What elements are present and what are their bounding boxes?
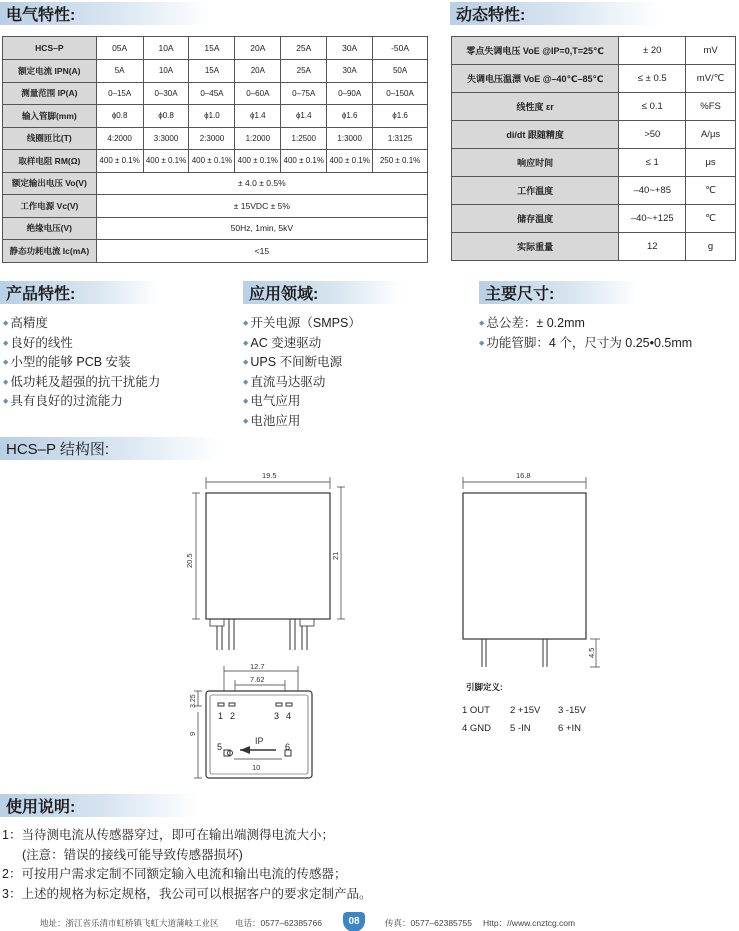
product-feature-item: ◆ 低功耗及超强的抗干扰能力	[3, 373, 160, 393]
dynamic-unit: mV	[686, 37, 736, 65]
dynamic-unit: mV/℃	[686, 65, 736, 93]
electrical-row	[3, 82, 428, 105]
electrical-cell: 250 ± 0.1%	[373, 150, 428, 173]
pin-label-2: 2	[230, 711, 236, 721]
page-number-badge: 08	[343, 912, 365, 931]
usage-line-1: 1：当待测电流从传感器穿过，即可在输出端测得电流大小；	[2, 828, 334, 842]
electrical-row-label: 输入管脚(mm)	[3, 105, 97, 128]
dynamic-row-label: 零点失调电压 VoE @IP=0,T=25℃	[452, 37, 619, 65]
pin-label-1: 1	[218, 711, 224, 721]
product-feature-item: ◆ 具有良好的过流能力	[3, 392, 160, 412]
footer	[40, 914, 720, 931]
electrical-cell: 5A	[96, 60, 143, 83]
electrical-cell: 400 ± 0.1%	[189, 150, 235, 173]
electrical-cell: 2:3000	[189, 127, 235, 150]
dynamic-value: ≤ 1	[619, 149, 686, 177]
electrical-cell: 400 ± 0.1%	[143, 150, 189, 173]
dynamic-unit: μs	[686, 149, 736, 177]
electrical-header-cell: 15A	[189, 37, 235, 60]
section-dimensions	[479, 281, 639, 304]
electrical-row-label: 静态功耗电流 Ic(mA)	[3, 240, 97, 263]
pin-def-5: 5 -IN	[510, 723, 531, 734]
electrical-cell: 1:2000	[235, 127, 281, 150]
dynamic-row	[452, 149, 736, 177]
product-feature-list	[3, 314, 160, 412]
electrical-cell: 20A	[235, 60, 281, 83]
electrical-cell: 50A	[373, 60, 428, 83]
electrical-merged-row	[3, 195, 428, 218]
application-item: ◆ UPS 不间断电源	[243, 353, 361, 373]
usage-line-4: 3：上述的规格为标定规格，我公司可以根据客户的要求定制产品。	[2, 886, 372, 901]
dynamic-value: –40~+125	[619, 205, 686, 233]
pin-def-2: 2 +15V	[510, 705, 541, 716]
electrical-header-cell: 10A	[143, 37, 189, 60]
dynamic-row	[452, 121, 736, 149]
dynamic-row	[452, 93, 736, 121]
usage-line-2: (注意：错误的接线可能导致传感器损坏)	[22, 847, 243, 862]
dynamic-spec-table	[451, 36, 736, 261]
electrical-header-row	[3, 37, 428, 60]
front-width-label: 19.5	[262, 471, 277, 480]
electrical-header-cell: 30A	[327, 37, 373, 60]
application-item: ◆ 电池应用	[243, 412, 361, 432]
electrical-merged-cell: <15	[96, 240, 427, 263]
dynamic-row-label: 工作温度	[452, 177, 619, 205]
dynamic-unit: %FS	[686, 93, 736, 121]
pin-length-label: 4.5	[587, 647, 596, 658]
electrical-header-cell: 05A	[96, 37, 143, 60]
dynamic-row	[452, 65, 736, 93]
electrical-cell: 400 ± 0.1%	[327, 150, 373, 173]
dynamic-row-label: 实际重量	[452, 233, 619, 261]
section-structure	[0, 437, 220, 460]
electrical-cell: 400 ± 0.1%	[96, 150, 143, 173]
electrical-cell: 25A	[281, 60, 327, 83]
section-usage	[0, 794, 200, 817]
pin-def-3: 3 -15V	[558, 705, 586, 716]
electrical-cell: 0–150A	[373, 82, 428, 105]
dynamic-value: ≤ ± 0.5	[619, 65, 686, 93]
dimension-item: ◆ 功能管脚：4 个，尺寸为 0.25•0.5mm	[479, 334, 692, 354]
section-dynamic	[450, 2, 660, 25]
side-view	[463, 477, 600, 667]
electrical-cell: 0–15A	[96, 82, 143, 105]
pin-def-title: 引脚定义:	[466, 682, 503, 692]
electrical-row	[3, 60, 428, 83]
electrical-cell: ϕ1.6	[373, 105, 428, 128]
electrical-cell: 3:3000	[143, 127, 189, 150]
pin-def-row-2	[462, 723, 581, 734]
electrical-merged-cell: ± 15VDC ± 5%	[96, 195, 427, 218]
product-feature-item: ◆ 良好的线性	[3, 334, 160, 354]
application-item: ◆ 开关电源（SMPS）	[243, 314, 361, 334]
dynamic-row-label: di/dt 跟随精度	[452, 121, 619, 149]
footer-address: 地址：浙江省乐清市虹桥镇飞虹大道蒲岐工业区	[40, 918, 219, 928]
electrical-cell: 15A	[189, 60, 235, 83]
electrical-cell: ϕ0.8	[143, 105, 189, 128]
electrical-row-label: 额定电流 IPN(A)	[3, 60, 97, 83]
electrical-row-label: 额定输出电压 Vo(V)	[3, 172, 97, 195]
dynamic-row-label: 响应时间	[452, 149, 619, 177]
application-item: ◆ 电气应用	[243, 392, 361, 412]
pin-label-5: 5	[217, 742, 223, 752]
front-height-label: 20.5	[185, 553, 194, 568]
electrical-merged-cell: 50Hz, 1min, 5kV	[96, 217, 427, 240]
electrical-merged-row	[3, 217, 428, 240]
electrical-row-label: 工作电源 Vc(V)	[3, 195, 97, 218]
application-item: ◆ AC 变速驱动	[243, 334, 361, 354]
footer-website: Http：//www.cnztcg.com	[483, 918, 576, 928]
electrical-cell: 30A	[327, 60, 373, 83]
electrical-header-cell: HCS–P	[3, 37, 97, 60]
section-dimensions-title: 主要尺寸:	[485, 286, 555, 303]
pin-label-6: 6	[285, 742, 291, 752]
electrical-header-cell: -50A	[373, 37, 428, 60]
footer-phone: 电话：0577–62385766	[235, 918, 322, 928]
electrical-cell: 0–90A	[327, 82, 373, 105]
electrical-row-label: 绝缘电压(V)	[3, 217, 97, 240]
electrical-cell: ϕ1.6	[327, 105, 373, 128]
dynamic-row	[452, 205, 736, 233]
dynamic-value: –40~+85	[619, 177, 686, 205]
section-electrical	[0, 2, 210, 25]
hole-spacing-label: 10	[252, 763, 261, 772]
usage-line-3: 2：可按用户需求定制不同额定输入电流和输出电流的传感器；	[2, 867, 347, 881]
dimension-list	[479, 314, 692, 353]
electrical-row-label: 取样电阻 RM(Ω)	[3, 150, 97, 173]
electrical-row	[3, 150, 428, 173]
electrical-row-label: 线圈匝比(T)	[3, 127, 97, 150]
structure-drawing	[0, 460, 739, 790]
usage-notes	[2, 826, 371, 904]
electrical-cell: ϕ1.0	[189, 105, 235, 128]
pin-def-4: 4 GND	[462, 723, 492, 734]
footer-fax: 传真：0577–62385755	[385, 918, 472, 928]
electrical-cell: ϕ0.8	[96, 105, 143, 128]
pin-def-row-1	[462, 705, 586, 716]
section-application	[243, 281, 403, 304]
dynamic-row	[452, 233, 736, 261]
front-view	[192, 477, 345, 650]
electrical-merged-cell: ± 4.0 ± 0.5%	[96, 172, 427, 195]
section-application-title: 应用领域:	[249, 286, 319, 303]
side-width-label: 16.8	[516, 471, 531, 480]
electrical-merged-row	[3, 240, 428, 263]
bottom-outer-label: 12.7	[250, 662, 265, 671]
electrical-cell: 1:2500	[281, 127, 327, 150]
dynamic-unit: ℃	[686, 205, 736, 233]
current-label: IP	[255, 736, 264, 746]
pin-def-6: 6 +IN	[558, 723, 581, 734]
pin-def-1: 1 OUT	[462, 705, 490, 716]
dynamic-unit: g	[686, 233, 736, 261]
electrical-cell: 0–30A	[143, 82, 189, 105]
electrical-cell: 10A	[143, 60, 189, 83]
electrical-cell: 0–45A	[189, 82, 235, 105]
dynamic-value: >50	[619, 121, 686, 149]
electrical-cell: 400 ± 0.1%	[235, 150, 281, 173]
section-dynamic-title: 动态特性:	[456, 7, 526, 24]
application-item: ◆ 直流马达驱动	[243, 373, 361, 393]
electrical-merged-row	[3, 172, 428, 195]
electrical-header-cell: 20A	[235, 37, 281, 60]
bottom-inner-label: 7.62	[250, 675, 265, 684]
electrical-row	[3, 105, 428, 128]
bottom-side-label: 9	[188, 731, 197, 736]
electrical-cell: 4:2000	[96, 127, 143, 150]
product-feature-item: ◆ 高精度	[3, 314, 160, 334]
electrical-cell: ϕ1.4	[281, 105, 327, 128]
dynamic-unit: ℃	[686, 177, 736, 205]
pin-label-4: 4	[286, 711, 292, 721]
dynamic-value: ± 20	[619, 37, 686, 65]
electrical-cell: 400 ± 0.1%	[281, 150, 327, 173]
electrical-row	[3, 127, 428, 150]
section-electrical-title: 电气特性:	[6, 7, 76, 24]
electrical-cell: 0–75A	[281, 82, 327, 105]
section-structure-title: HCS–P 结构图:	[6, 441, 110, 458]
application-list	[243, 314, 361, 431]
section-product-title: 产品特性:	[6, 286, 76, 303]
current-direction-arrow	[240, 746, 250, 754]
electrical-cell: ϕ1.4	[235, 105, 281, 128]
bottom-offset-label: 3.25	[190, 694, 197, 708]
section-product	[0, 281, 160, 304]
electrical-cell: 0–60A	[235, 82, 281, 105]
dimension-item: ◆ 总公差：± 0.2mm	[479, 314, 692, 334]
dynamic-row	[452, 37, 736, 65]
product-feature-item: ◆ 小型的能够 PCB 安装	[3, 353, 160, 373]
section-usage-title: 使用说明:	[6, 799, 76, 816]
electrical-row-label: 测量范围 IP(A)	[3, 82, 97, 105]
dynamic-row-label: 线性度 εr	[452, 93, 619, 121]
dynamic-unit: A/μs	[686, 121, 736, 149]
electrical-cell: 1:3125	[373, 127, 428, 150]
dynamic-value: 12	[619, 233, 686, 261]
dynamic-row-label: 储存温度	[452, 205, 619, 233]
electrical-spec-table	[2, 36, 428, 263]
front-total-height-label: 21	[331, 551, 340, 560]
dynamic-row-label: 失调电压温漂 VoE @–40℃–85℃	[452, 65, 619, 93]
electrical-header-cell: 25A	[281, 37, 327, 60]
pin-label-3: 3	[274, 711, 280, 721]
dynamic-row	[452, 177, 736, 205]
electrical-cell: 1:3000	[327, 127, 373, 150]
dynamic-value: ≤ 0.1	[619, 93, 686, 121]
